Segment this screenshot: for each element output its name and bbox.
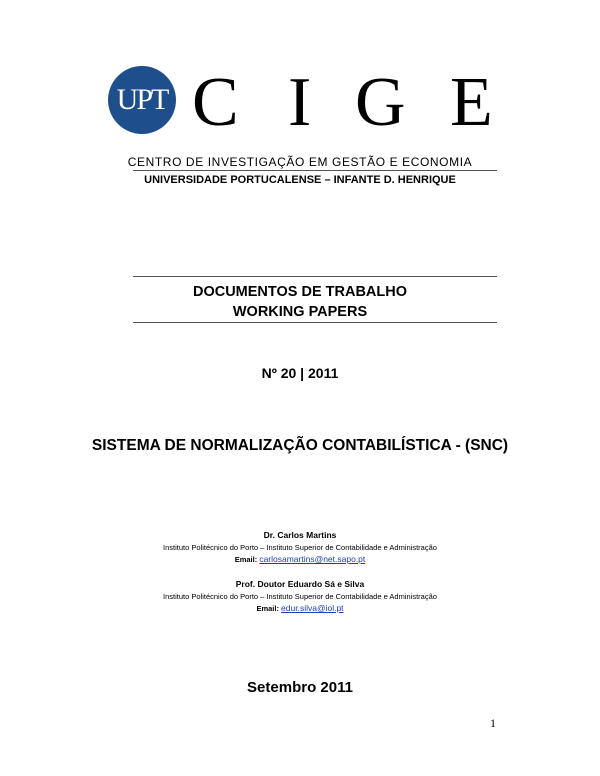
author-institution: Instituto Politécnico do Porto – Instituto Superior de Contabilidade e Administração bbox=[163, 543, 437, 552]
author-name: Dr. Carlos Martins bbox=[263, 530, 337, 540]
paper-number: Nº 20 | 2011 bbox=[261, 365, 339, 381]
series-subtitle: WORKING PAPERS bbox=[232, 304, 368, 320]
logo-letter-c: C bbox=[192, 64, 239, 141]
publication-date: Setembro 2011 bbox=[247, 679, 353, 696]
logo-letter-g: G bbox=[355, 64, 406, 141]
upt-logo-badge: UPT bbox=[108, 66, 176, 134]
logo-letter-i: I bbox=[288, 64, 312, 141]
email-label: Email: bbox=[234, 555, 258, 564]
header-divider bbox=[133, 170, 497, 171]
author-email-line bbox=[0, 554, 600, 564]
series-title: DOCUMENTOS DE TRABALHO bbox=[192, 284, 407, 300]
email-label: Email: bbox=[256, 604, 279, 613]
logo-letter-e: E bbox=[450, 64, 493, 141]
author-email-link[interactable]: edur.silva@iol.pt bbox=[281, 603, 344, 613]
paper-title: SISTEMA DE NORMALIZAÇÃO CONTABILÍSTICA - (SNC) bbox=[91, 437, 509, 454]
author-name: Prof. Doutor Eduardo Sá e Silva bbox=[235, 579, 365, 589]
page-number: 1 bbox=[490, 716, 496, 730]
author-email-line bbox=[0, 603, 600, 613]
series-bottom-divider bbox=[133, 322, 497, 323]
author-email-link[interactable]: carlosamartins@net.sapo.pt bbox=[259, 554, 366, 564]
university-name: UNIVERSIDADE PORTUCALENSE – INFANTE D. HENRIQUE bbox=[144, 174, 456, 186]
series-top-divider bbox=[133, 276, 497, 277]
author-institution: Instituto Politécnico do Porto – Instituto Superior de Contabilidade e Administração bbox=[163, 592, 437, 601]
research-center-name: CENTRO DE INVESTIGAÇÃO EM GESTÃO E ECONOMIA bbox=[127, 155, 473, 169]
